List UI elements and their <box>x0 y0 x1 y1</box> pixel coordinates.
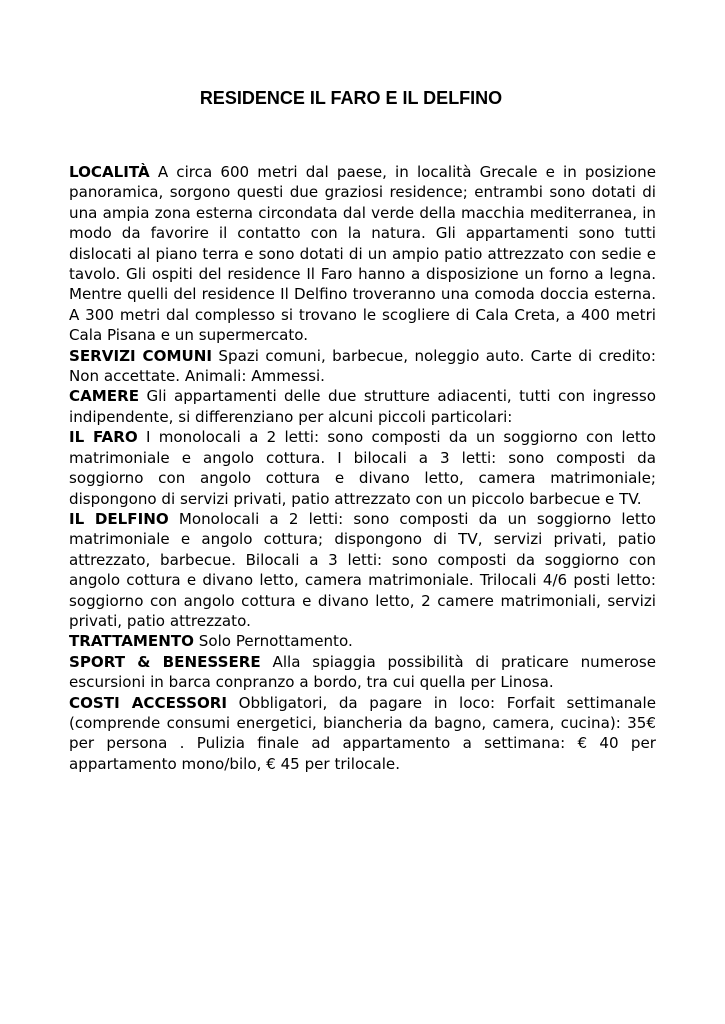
section-servizi-comuni <box>69 346 656 387</box>
section-camere <box>69 386 656 427</box>
document-title: RESIDENCE IL FARO E IL DELFINO <box>199 88 503 108</box>
section-heading: CAMERE <box>69 387 140 406</box>
document-body <box>69 162 656 774</box>
section-localita <box>69 162 656 346</box>
section-costi-accessori <box>69 693 656 775</box>
section-text: Spazi comuni, barbecue, noleggio auto. Carte di credito: Non accettate. Animali: Ammessi. <box>69 346 656 386</box>
section-sport-benessere <box>69 652 656 693</box>
section-text: Obbligatori, da pagare in loco: Forfait settimanale (comprende consumi energetici, biancheria da bagno, camera, cucina): 35€ per persona . Pulizia finale ad appartamento a settimana: € 40 per appartamento mono/bilo, € 45 per trilocale. <box>69 693 656 773</box>
section-heading: IL FARO <box>69 428 138 447</box>
section-heading: SPORT & BENESSERE <box>69 652 261 671</box>
section-text: A circa 600 metri dal paese, in località Grecale e in posizione panoramica, sorgono questi due graziosi residence; entrambi sono dotati di una ampia zona esterna circondata dal verde della macchia mediterranea, in modo da favorire il contatto con la natura. Gli appartamenti sono tutti dislocati al piano terra e sono dotati di un ampio patio attrezzato con sedie e tavolo. Gli ospiti del residence Il Faro hanno a disposizione un forno a legna. Mentre quelli del residence Il Delfino troveranno una comoda doccia esterna. A 300 metri dal complesso si trovano le scogliere di Cala Creta, a 400 metri Cala Pisana e un supermercato. <box>69 163 656 345</box>
section-il-delfino <box>69 509 656 631</box>
section-text: Solo Pernottamento. <box>198 632 353 651</box>
section-heading: IL DELFINO <box>69 509 169 528</box>
section-heading: SERVIZI COMUNI <box>69 346 212 365</box>
section-trattamento <box>69 631 656 651</box>
section-heading: LOCALITÀ <box>69 163 150 181</box>
section-text: Monolocali a 2 letti: sono composti da un soggiorno letto matrimoniale e angolo cottura; dispongono di TV, servizi privati, patio attrezzato, barbecue. Bilocali a 3 letti: sono composti da soggiorno con angolo cottura e divano letto, camera matrimoniale. Trilocali 4/6 posti letto: soggiorno con angolo cottura e divano letto, 2 camere matrimoniali, servizi privati, patio attrezzato. <box>69 509 656 630</box>
section-text: Gli appartamenti delle due strutture adiacenti, tutti con ingresso indipendente, si differenziano per alcuni piccoli particolari: <box>69 387 656 426</box>
section-heading: COSTI ACCESSORI <box>69 693 228 712</box>
section-text: I monolocali a 2 letti: sono composti da un soggiorno con letto matrimoniale e angolo cottura. I bilocali a 3 letti: sono composti da soggiorno con angolo cottura e divano letto, camera matrimoniale; dispongono di servizi privati, patio attrezzato con un piccolo barbecue e TV. <box>69 428 656 508</box>
section-il-faro <box>69 427 656 509</box>
section-text: Alla spiaggia possibilità di praticare numerose escursioni in barca conpranzo a bordo, tra cui quella per Linosa. <box>69 652 656 692</box>
section-heading: TRATTAMENTO <box>69 632 194 651</box>
